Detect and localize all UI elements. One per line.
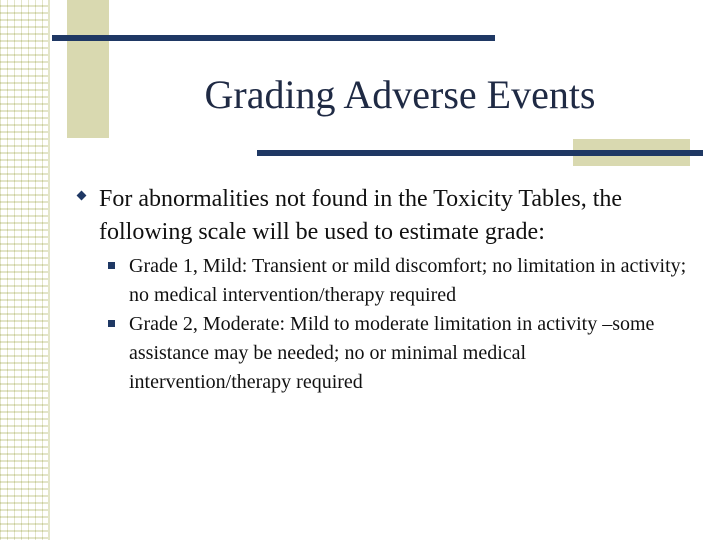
sub-bullet-list	[108, 252, 688, 397]
square-bullet-icon	[108, 262, 115, 269]
slide-title: Grading Adverse Events	[204, 72, 596, 117]
accent-block-top	[67, 0, 109, 138]
list-item	[108, 310, 688, 397]
diamond-bullet-icon	[77, 191, 87, 201]
square-bullet-icon	[108, 320, 115, 327]
sub-bullet-text: Grade 2, Moderate: Mild to moderate limitation in activity –some assistance may be needed; no or minimal medical intervention/therapy required	[129, 313, 655, 393]
decorative-left-stripe	[0, 0, 50, 540]
title-rule-top	[52, 35, 495, 41]
title-rule-bottom	[257, 150, 703, 156]
main-bullet-text: For abnormalities not found in the Toxicity Tables, the following scale will be used to estimate grade:	[99, 186, 623, 245]
main-bullet	[78, 183, 698, 249]
sub-bullet-text: Grade 1, Mild: Transient or mild discomfort; no limitation in activity; no medical intervention/therapy required	[129, 255, 687, 306]
list-item	[108, 252, 688, 310]
